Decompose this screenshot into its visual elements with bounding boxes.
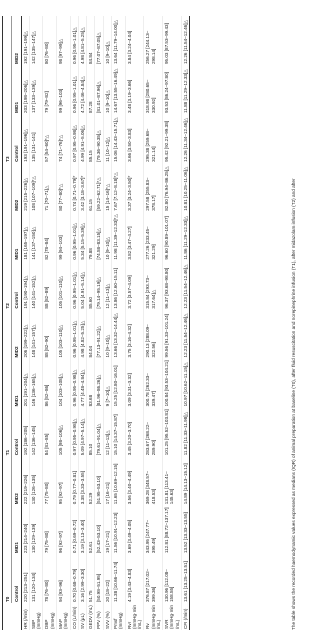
table-cell: 93.53 [86.24–97.80] bbox=[163, 65, 182, 114]
table-cell: 15 [14–16]*△ bbox=[103, 163, 111, 212]
table-cell: 3.75 [3.16–4.32] bbox=[125, 310, 144, 359]
table-cell: 5.09 [4.97–5.14]△ bbox=[78, 407, 86, 456]
row-label: DBP (mmHg) bbox=[43, 603, 57, 630]
table-cell: [81.96–86.26]△ bbox=[95, 358, 103, 407]
table-cell: [77.07–87.05]△ bbox=[95, 16, 103, 65]
col-header-mid1: MID1 bbox=[12, 212, 21, 261]
table-cell: 300.78 [262.33–339.47] bbox=[144, 358, 163, 407]
table-cell: 13.64 [11.79–14.00]△ bbox=[111, 16, 125, 65]
col-header-control: Control bbox=[12, 261, 21, 310]
table-cell: 15.10 [14.37–15.87] bbox=[111, 407, 125, 456]
table-cell: 84 [81–85] bbox=[43, 407, 57, 456]
table-cell: 13.52 [13.33–13.55] bbox=[182, 505, 190, 554]
table-cell: 130 [126–135] bbox=[29, 456, 43, 505]
table-cell: 0.96 [0.95–1.01]△ bbox=[70, 261, 78, 310]
table-cell: 3.19 [3.13–3.40] bbox=[78, 505, 86, 554]
table-row bbox=[43, 16, 57, 630]
table-cell: 201 [191–204]△ bbox=[21, 358, 29, 407]
table-cell: 0.96 [0.95–1.01]△ bbox=[70, 16, 78, 65]
table-cell: 318.98 [280.65–330.92] bbox=[144, 65, 163, 114]
table-cell: 222 [219–226] bbox=[21, 456, 29, 505]
table-cell: 14.67 [13.55–16.49]△ bbox=[111, 65, 125, 114]
row-label: GEDV (mL) bbox=[87, 603, 95, 630]
table-row bbox=[70, 16, 78, 630]
row-label: SVV (%) bbox=[103, 603, 111, 630]
table-cell: 100.84 [93.53–104.21] bbox=[163, 358, 182, 407]
table-cell: 95.42 [92.21–99.38] bbox=[163, 114, 182, 163]
table-cell: 82 [78–84] bbox=[43, 212, 57, 261]
row-label: SVR (mmHg·min/mL) bbox=[164, 605, 180, 629]
table-cell: 10.97 [10.62–11.15]△ bbox=[182, 358, 190, 407]
table-cell: 96.60 [90.89–101.07] bbox=[163, 212, 182, 261]
table-cell: 9 [7–10]△ bbox=[103, 358, 111, 407]
table-cell: 4.72 [4.46–4.84]△ bbox=[78, 65, 86, 114]
table-cell: 5.34 [5.15–5.39]△ bbox=[78, 212, 86, 261]
table-row bbox=[78, 16, 86, 630]
table-cell: 181 [165–197]△ bbox=[21, 212, 29, 261]
table-cell: 3.82 [3.47–4.27] bbox=[125, 212, 144, 261]
table-cell: 7.67 [7.12–8.18]*△ bbox=[111, 163, 125, 212]
table-cell: 148 [141–157]△ bbox=[29, 310, 43, 359]
col-header-control: Control bbox=[12, 114, 21, 163]
table-row bbox=[103, 16, 111, 630]
timepoint-header-row bbox=[3, 16, 12, 630]
table-cell: [59.22–62.71]*△ bbox=[95, 163, 103, 212]
table-cell: [74.58–83.15]△ bbox=[95, 212, 103, 261]
table-cell: 369.28 [348.57–418.53] bbox=[144, 456, 163, 505]
table-cell: 52.29 bbox=[87, 456, 95, 505]
table-cell: 105 [98–106]△ bbox=[56, 407, 70, 456]
table-cell: 13.86 [12.60–15.11] bbox=[111, 261, 125, 310]
table-cell: 85.60 bbox=[87, 261, 95, 310]
table-cell: 52.61 bbox=[87, 505, 95, 554]
table-cell: 130 [129–139] bbox=[29, 505, 43, 554]
table-cell: 112.81 [88.72–137.17] bbox=[163, 505, 182, 554]
table-cell: 283.67 [268.22–289.90] bbox=[144, 407, 163, 456]
col-header-mid1: MID1 bbox=[12, 358, 21, 407]
table-cell: 0.97 [0.95–0.98]△ bbox=[70, 407, 78, 456]
row-label: SBP (mmHg) bbox=[29, 603, 43, 630]
table-cell: 0.96 [0.95–1.01]△ bbox=[70, 310, 78, 359]
table-cell: 142 [135–147]△ bbox=[29, 16, 43, 65]
corner-cell bbox=[12, 603, 21, 630]
table-cell: 84.84 bbox=[87, 16, 95, 65]
table-cell: 13.61 [13.25–13.51] bbox=[182, 554, 190, 603]
table-cell: 108 [107–109]*△ bbox=[29, 163, 43, 212]
table-cell: 295.38 [259.68–321.14] bbox=[144, 114, 163, 163]
col-header-mid2: MID2 bbox=[12, 16, 21, 65]
row-label: MAP (mmHg) bbox=[56, 603, 70, 630]
table-cell: 80 [77–80]*△ bbox=[56, 163, 70, 212]
table-row bbox=[95, 16, 103, 630]
table-cell: 4.98 [4.82–5.25]△ bbox=[78, 310, 86, 359]
table-cell: 13.66 [13.32–14.44]△ bbox=[111, 310, 125, 359]
table-cell: 71 [70–71]△ bbox=[43, 163, 57, 212]
col-header-mid2: MID2 bbox=[12, 163, 21, 212]
table-row bbox=[144, 16, 163, 630]
table-cell: 78 [76–80] bbox=[43, 554, 57, 603]
table-cell: 141 [137–150]△ bbox=[29, 212, 43, 261]
table-cell: 12.26 [11.54–12.46]△ bbox=[182, 16, 190, 65]
col-header-control: Control bbox=[12, 554, 21, 603]
row-label: SV (μL) bbox=[78, 603, 86, 630]
table-body bbox=[21, 16, 190, 630]
table-cell: 79 [79–82] bbox=[43, 65, 57, 114]
table-cell: 12.26 [11.34–12.46]△ bbox=[182, 114, 190, 163]
table-cell: 277.26 [233.45–321.29] bbox=[144, 212, 163, 261]
table-cell: 104 [103–108]△ bbox=[56, 358, 70, 407]
table-cell: 105 [103–110]△ bbox=[56, 310, 70, 359]
group-header-t3: T3 bbox=[3, 16, 12, 163]
table-cell: 0.97 [0.95–0.98]△ bbox=[70, 114, 78, 163]
table-cell: 11.82 [11.33–11.98]△ bbox=[182, 407, 190, 456]
table-cell: 131 [120–134] bbox=[29, 554, 43, 603]
table-cell: 3.66 [3.50–3.83] bbox=[125, 114, 144, 163]
table-cell: 11.98 [11.39–12.33]*△ bbox=[111, 212, 125, 261]
table-cell: 11.88 [11.29–12.33]△ bbox=[182, 65, 190, 114]
table-cell: 79 [75–80] bbox=[43, 505, 57, 554]
table-cell: 192 [191–199]△ bbox=[21, 16, 29, 65]
table-cell: 3.48 [3.19–3.66] bbox=[125, 65, 144, 114]
table-cell: 96 [92–97] bbox=[56, 505, 70, 554]
table-cell: 98 [97–99]△ bbox=[56, 16, 70, 65]
table-cell: 87.28 bbox=[87, 65, 95, 114]
table-cell: 88 [82–90] bbox=[43, 310, 57, 359]
table-cell: 88 [82–89] bbox=[43, 261, 57, 310]
corner-cell bbox=[3, 603, 12, 630]
group-header-t0: T0 bbox=[3, 456, 12, 603]
table-cell: 17 [16–21] bbox=[103, 456, 111, 505]
table-cell: 101.25 [95.52–103.81] bbox=[163, 407, 182, 456]
haemodynamics-table bbox=[2, 16, 190, 630]
table-cell: 80 [76–80] bbox=[43, 16, 57, 65]
row-label: Pmsf (mmHg) bbox=[111, 603, 125, 630]
table-cell: 12.23 [11.54–12.46]△ bbox=[182, 310, 190, 359]
table-cell: 3.56 [3.40–4.49] bbox=[125, 456, 144, 505]
table-cell: 315.84 [293.73–317.64]△ bbox=[144, 261, 163, 310]
table-cell: 3.38 [3.33–3.55] bbox=[78, 456, 86, 505]
table-cell: 343.95 [247.77–395.49] bbox=[144, 505, 163, 554]
col-header-mid1: MID1 bbox=[12, 65, 21, 114]
table-cell: 3.69 [3.49–4.05] bbox=[125, 505, 144, 554]
table-cell: 0.96 [0.95–1.01]△ bbox=[70, 212, 78, 261]
table-cell: [52.43–53.10] bbox=[95, 505, 103, 554]
table-cell: 3.42 [3.18–3.67]* bbox=[78, 163, 86, 212]
row-label: Rv (mmHg·min/mL) bbox=[145, 605, 161, 629]
table-cell: 219 [215–226]△ bbox=[21, 163, 29, 212]
table-cell: 11.56 [10.91–12.23] bbox=[111, 505, 125, 554]
table-cell: 3.09 [3.31–3.32] bbox=[125, 358, 144, 407]
table-cell: 82.80 [76.94–86.25]△ bbox=[163, 163, 182, 212]
row-label: HR (/min) bbox=[21, 603, 29, 630]
table-cell: 74 [71–76]*△ bbox=[56, 114, 70, 163]
table-cell: 191 [190–194]△ bbox=[21, 261, 29, 310]
table-row bbox=[182, 16, 190, 630]
table-cell: 3.16 [2.99–3.30] bbox=[78, 554, 86, 603]
table-cell: 146 [136–165]△ bbox=[29, 358, 43, 407]
table-cell: 130.96 [112.08–158.55] bbox=[163, 554, 182, 603]
table-cell: 10 [9–10]△ bbox=[103, 212, 111, 261]
table-cell: 95 [92–97] bbox=[56, 456, 70, 505]
col-header-control: Control bbox=[12, 407, 21, 456]
table-cell: 4.19 [3.43–4.83] bbox=[125, 554, 144, 603]
table-caption: The table shows the recorded haemodynamic values expressed as medians (IQR) of animal preparation at baseline (T0), after fluid resuscitation and norepinephrine infusion (T1), after midazolam infusion (T2) and after bbox=[291, 178, 296, 630]
table-cell: 105 [101–110]△ bbox=[56, 261, 70, 310]
table-cell: 10 [9–10]△ bbox=[103, 16, 111, 65]
table-cell: 193 [191–196]△ bbox=[21, 114, 29, 163]
table-cell: 3.45 [3.20–3.70] bbox=[125, 407, 144, 456]
row-label: Rvr (mmHg·min/mL) bbox=[126, 605, 143, 629]
table-row bbox=[125, 16, 144, 630]
table-row bbox=[21, 16, 29, 630]
table-cell: 0.74 [0.71–0.79]* bbox=[70, 163, 78, 212]
table-cell: 140 [141–152]△ bbox=[29, 261, 43, 310]
table-cell: 131.81 [113.41–145.63] bbox=[163, 456, 182, 505]
table-cell: 11.38 [10.66–11.74] bbox=[111, 554, 125, 603]
table-cell: 0.96 [0.95–0.98]△ bbox=[70, 358, 78, 407]
table-cell: [81.01–87.96]△ bbox=[95, 65, 103, 114]
table-cell: [79.61–91.04]△ bbox=[95, 407, 103, 456]
table-cell: 99 [94–103] bbox=[56, 212, 70, 261]
table-cell: 4.98 [4.81–5.25]△ bbox=[78, 16, 86, 65]
table-cell: 5.04 [4.91–5.14]△ bbox=[78, 261, 86, 310]
table-cell: 376.87 [217.02–399.36] bbox=[144, 554, 163, 603]
table-cell: [50.98–51.95] bbox=[95, 554, 103, 603]
arm-header-row bbox=[12, 16, 21, 630]
table-cell: 12 [11–13]△ bbox=[103, 407, 111, 456]
table-cell: 57 [54–60]*△ bbox=[43, 114, 57, 163]
table-cell: 256.27 [244.13–298.14] bbox=[144, 16, 163, 65]
table-cell: 10 [9–10]△ bbox=[103, 65, 111, 114]
table-cell: 19 [17–21] bbox=[103, 505, 111, 554]
table-cell: 12 [11–13]△ bbox=[103, 261, 111, 310]
col-header-mid2: MID2 bbox=[12, 456, 21, 505]
table-cell: 14.89 [14.13–15.12] bbox=[182, 456, 190, 505]
col-header-mid2: MID2 bbox=[12, 310, 21, 359]
table-row bbox=[87, 16, 95, 630]
table-cell: 79.88 bbox=[87, 212, 95, 261]
table-cell: 51.75 bbox=[87, 554, 95, 603]
table-cell: 3.84 [3.24–4.04] bbox=[125, 16, 144, 65]
table-cell: [77.13–91.22]△ bbox=[95, 310, 103, 359]
table-cell: 192 [186–205] bbox=[21, 407, 29, 456]
table-cell: 94 [93–96] bbox=[56, 554, 70, 603]
table-cell: 0.79 [0.77–0.81] bbox=[70, 456, 78, 505]
table-cell: 135 [131–141] bbox=[29, 114, 43, 163]
table-cell: 85.10 bbox=[87, 407, 95, 456]
table-cell: 297.58 [255.83–378.17] bbox=[144, 163, 163, 212]
group-header-t2: T2 bbox=[3, 163, 12, 310]
table-cell: 11.65 [10.69–12.15] bbox=[111, 456, 125, 505]
table-cell: 12.23 [11.54–12.46]△ bbox=[182, 261, 190, 310]
table-cell: [51.95–53.10] bbox=[95, 456, 103, 505]
row-label: PPV (%) bbox=[95, 603, 103, 630]
table-cell: 10.81 [10.25–11.06]△ bbox=[182, 163, 190, 212]
table-row bbox=[29, 16, 43, 630]
table-cell: 3.37 [3.24–3.50]* bbox=[125, 163, 144, 212]
table-cell: 61.15 bbox=[87, 163, 95, 212]
table-cell: 0.70 [0.68–0.79] bbox=[70, 554, 78, 603]
table-cell: 20 [18–22] bbox=[103, 554, 111, 603]
table-cell: 4.99 [4.91–5.06]△ bbox=[78, 114, 86, 163]
table-cell: 11.86 [11.29–12.33]△ bbox=[182, 212, 190, 261]
table-cell: 95.03 [87.53–99.43] bbox=[163, 16, 182, 65]
table-cell: 206 [199–222]△ bbox=[21, 310, 29, 359]
table-cell: 96.37 [93.68–98.80] bbox=[163, 261, 182, 310]
table-cell: 84.04 bbox=[87, 310, 95, 359]
table-cell: 15.25 [12.80–16.01] bbox=[111, 358, 125, 407]
table-cell: 290.13 [288.09–322.56] bbox=[144, 310, 163, 359]
table-cell: 86 [82–86] bbox=[43, 358, 57, 407]
table-cell: 0.96 [0.95–1.01]△ bbox=[70, 65, 78, 114]
row-label: CO (L/min) bbox=[70, 603, 78, 630]
group-header-t1: T1 bbox=[3, 310, 12, 457]
table-cell: 77 [75–80] bbox=[43, 456, 57, 505]
table-cell: 85.15 bbox=[87, 114, 95, 163]
row-label: CFI (/min) bbox=[182, 603, 190, 630]
table-cell: 220 [213–251] bbox=[21, 554, 29, 603]
table-cell: 203 [198–206]△ bbox=[21, 65, 29, 114]
table-cell: 99.56 [91.33–101.24] bbox=[163, 310, 182, 359]
table-cell: 223 [214–240] bbox=[21, 505, 29, 554]
table-cell: 137 [133–139]△ bbox=[29, 65, 43, 114]
table-cell: 142 [136–145] bbox=[29, 407, 43, 456]
table-cell: 3.72 [3.57–4.09] bbox=[125, 261, 144, 310]
table-cell: 4.77 [4.48–4.84]△ bbox=[78, 358, 86, 407]
table-row bbox=[56, 16, 70, 630]
table-cell: 0.71 [0.69–0.72] bbox=[70, 505, 78, 554]
table-cell: 10 [9–10]△ bbox=[103, 310, 111, 359]
table-row bbox=[111, 16, 125, 630]
table-cell: [79.36–90.35]△ bbox=[95, 114, 103, 163]
table-cell: 11 [10–12]△ bbox=[103, 114, 111, 163]
table-cell: [79.14–95.19]△ bbox=[95, 261, 103, 310]
table-cell: 83.68 bbox=[87, 358, 95, 407]
table-cell: 15.06 [14.43–15.71]△ bbox=[111, 114, 125, 163]
table-cell: 99 [96–103] bbox=[56, 65, 70, 114]
col-header-mid1: MID1 bbox=[12, 505, 21, 554]
table-row bbox=[163, 16, 182, 630]
